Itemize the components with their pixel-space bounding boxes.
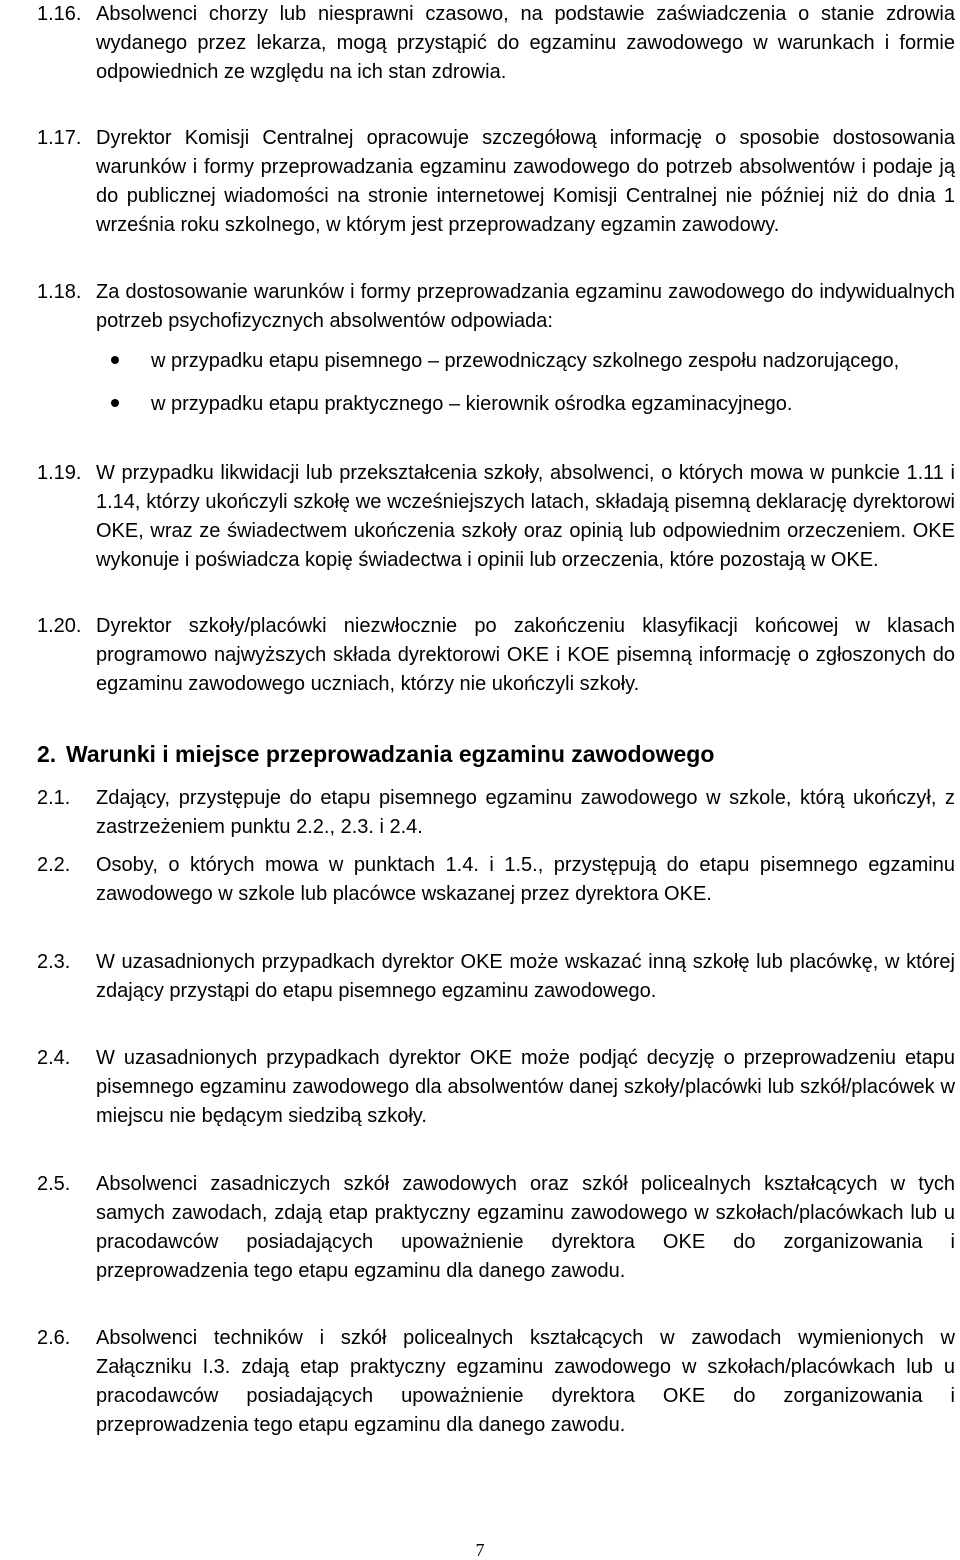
section-text: Dyrektor Komisji Centralnej opracowuje szczegółową informację o sposobie dostosowania warunków i formy przeprowadzania egzaminu zawodowego do potrzeb absolwentów i podaje ją do publicznej wiadomości na stronie internetowej Komisji Centralnej nie później niż do dnia 1 września roku szkolnego, w którym jest przeprowadzany egzamin zawodowy. [96,127,955,236]
section-text: Absolwenci techników i szkół policealnych kształcących w zawodach wymienionych w Załączniku I.3. zdają etap praktyczny egzaminu zawodowego w szkołach/placówkach lub u pracodawców posiadających upoważnienie dyrektora OKE do zorganizowania i przeprowadzenia tego etapu egzaminu dla danego zawodu. [96,1327,955,1436]
section-number: 1.18. [37,281,82,303]
section-number: 2.4. [37,1047,71,1069]
section-2-3 [37,948,955,1006]
section-text: Absolwenci chorzy lub niesprawni czasowo, na podstawie zaświadczenia o stanie zdrowia wydanego przez lekarza, mogą przystąpić do egzaminu zawodowego w warunkach i formie odpowiednich ze względu na ich stan zdrowia. [96,3,955,83]
heading-number: 2. [37,741,57,767]
section-number: 2.1. [37,787,71,809]
section-text: W uzasadnionych przypadkach dyrektor OKE może wskazać inną szkołę lub placówkę, w której zdający przystąpi do etapu pisemnego egzaminu zawodowego. [96,951,955,1002]
section-2-2 [37,851,955,909]
section-heading [37,738,955,770]
section-text: Dyrektor szkoły/placówki niezwłocznie po zakończeniu klasyfikacji końcowej w klasach programowo najwyższych składa dyrektorowi OKE i KOE pisemną informację o zgłoszonych do egzaminu zawodowego uczniach, którzy nie ukończyli szkoły. [96,615,955,695]
list-item [96,390,955,419]
section-number: 2.3. [37,951,71,973]
section-number: 1.20. [37,615,82,637]
section-text: Osoby, o których mowa w punktach 1.4. i 1.5., przystępują do etapu pisemnego egzaminu zawodowego w szkole lub placówce wskazanej przez dyrektora OKE. [96,854,955,905]
section-2-1 [37,784,955,842]
section-number: 2.5. [37,1173,71,1195]
section-number: 1.17. [37,127,82,149]
section-1-18 [37,278,955,336]
section-text: Zdający, przystępuje do etapu pisemnego egzaminu zawodowego w szkole, którą ukończył, z zastrzeżeniem punktu 2.2., 2.3. i 2.4. [96,787,955,838]
page-number: 7 [475,1540,485,1560]
bullet-list [96,347,955,433]
section-number: 1.19. [37,462,82,484]
section-text: W uzasadnionych przypadkach dyrektor OKE może podjąć decyzję o przeprowadzeniu etapu pisemnego egzaminu zawodowego dla absolwentów danej szkoły/placówki lub szkół/placówek w miejscu nie będącym siedzibą szkoły. [96,1047,955,1127]
list-item-text: w przypadku etapu praktycznego – kierownik ośrodka egzaminacyjnego. [151,393,793,415]
bullet-icon [96,347,151,376]
section-1-17 [37,124,955,240]
section-1-20 [37,612,955,699]
bullet-icon [96,390,151,419]
list-item [96,347,955,376]
section-1-16 [37,0,955,87]
section-number: 2.2. [37,854,71,876]
list-item-text: w przypadku etapu pisemnego – przewodniczący szkolnego zespołu nadzorującego, [151,350,900,372]
heading-text: Warunki i miejsce przeprowadzania egzaminu zawodowego [66,741,715,767]
section-text: Absolwenci zasadniczych szkół zawodowych oraz szkół policealnych kształcących w tych samych zawodach, zdają etap praktyczny egzaminu zawodowego w szkołach/placówkach lub u pracodawców posiadających upoważnienie dyrektora OKE do zorganizowania i przeprowadzenia tego etapu egzaminu dla danego zawodu. [96,1173,955,1282]
section-number: 1.16. [37,3,82,25]
section-2-6 [37,1324,955,1440]
section-text: W przypadku likwidacji lub przekształcenia szkoły, absolwenci, o których mowa w punkcie 1.11 i 1.14, którzy ukończyli szkołę we wcześniejszych latach, składają pisemną deklarację dyrektorowi OKE, wraz ze świadectwem ukończenia szkoły oraz opinią lub odpowiednim orzeczeniem. OKE wykonuje i poświadcza kopię świadectwa i opinii lub orzeczenia, które pozostają w OKE. [96,462,955,571]
section-2-5 [37,1170,955,1286]
section-number: 2.6. [37,1327,71,1349]
section-2-4 [37,1044,955,1131]
section-1-19 [37,459,955,575]
section-text: Za dostosowanie warunków i formy przeprowadzania egzaminu zawodowego do indywidualnych potrzeb psychofizycznych absolwentów odpowiada: [96,281,955,332]
